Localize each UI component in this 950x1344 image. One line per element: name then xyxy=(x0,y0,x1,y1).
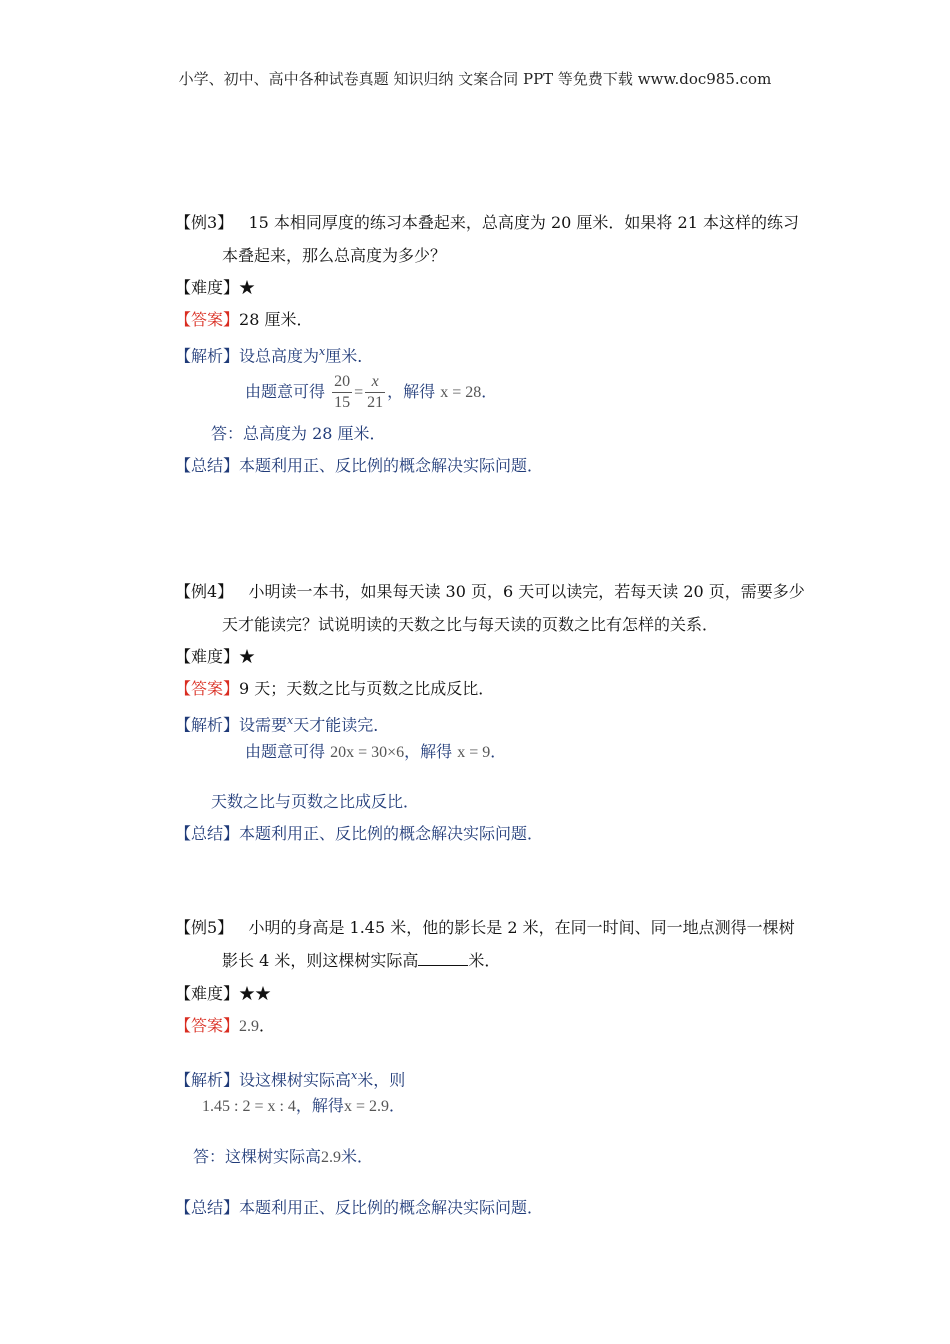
ex5-solution-line2 xyxy=(202,1095,405,1118)
ex3-solution-line1 xyxy=(175,341,373,367)
ex4-solution-text2a: 由题意可得 xyxy=(245,742,326,761)
ex5-solution-line1 xyxy=(175,1065,405,1091)
ex3-difficulty-stars: ★ xyxy=(239,278,256,297)
ex3-answer-text: 28 厘米． xyxy=(239,310,313,329)
ex3-question-text1: 15 本相同厚度的练习本叠起来，总高度为 20 厘米．如果将 21 本这样的练习 xyxy=(248,213,799,232)
ex5-question-line1 xyxy=(175,917,795,939)
ex5-question-text2b: 米． xyxy=(468,951,501,970)
ex5-result: x = 2.9 xyxy=(343,1098,389,1115)
ex5-answer-label: 【答案】 xyxy=(175,1016,240,1035)
ex3-frac1-den: 15 xyxy=(334,394,351,411)
ex4-difficulty-stars: ★ xyxy=(239,647,256,666)
ex5-question-text1: 小明的身高是 1.45 米，他的影长是 2 米，在同一时间、同一地点测得一棵树 xyxy=(248,918,795,937)
ex4-solution-text1a: 设需要 xyxy=(239,715,288,735)
ex5-solution-text3a: 答：这棵树实际高 xyxy=(193,1147,322,1166)
ex3-solution-text2a: 由题意可得 xyxy=(245,382,326,401)
ex4-result: x = 9 xyxy=(457,744,491,761)
ex3-summary-label: 【总结】 xyxy=(175,456,240,475)
ex4-dot: ． xyxy=(490,742,507,761)
ex3-answer-label: 【答案】 xyxy=(175,310,240,329)
ex5-summary xyxy=(175,1197,543,1219)
ex3-solution-line3: 答：总高度为 28 厘米． xyxy=(211,424,386,443)
ex3-solution-line2 xyxy=(245,372,497,413)
ex5-solution-value: 2.9 xyxy=(321,1149,342,1166)
ex3-dot: ． xyxy=(481,382,498,401)
ex3-frac1-num: 20 xyxy=(332,372,352,393)
ex4-solution-text2b: ，解得 xyxy=(404,742,453,761)
ex5-question-line2 xyxy=(222,950,500,972)
ex5-summary-label: 【总结】 xyxy=(175,1198,240,1217)
ex3-frac2-num: x xyxy=(365,372,385,393)
ex5-tag: 【例5】 xyxy=(175,918,234,937)
ex5-solution-text1b: 米，则 xyxy=(357,1070,406,1090)
ex4-difficulty-label: 【难度】 xyxy=(175,647,240,666)
ex4-question-line1 xyxy=(175,581,805,603)
ex5-answer xyxy=(175,1015,275,1038)
ex3-var-x: x xyxy=(319,345,326,358)
ex5-solution-text1a: 设这棵树实际高 xyxy=(239,1070,352,1090)
ex5-solution-text2b: ，解得 xyxy=(295,1096,344,1115)
ex4-equation: 20x = 30×6 xyxy=(330,744,405,761)
ex5-answer-blank xyxy=(418,951,468,966)
ex4-solution-line3: 天数之比与页数之比成反比． xyxy=(211,792,420,811)
ex4-summary-text: 本题利用正、反比例的概念解决实际问题． xyxy=(239,824,544,843)
ex3-difficulty-label: 【难度】 xyxy=(175,278,240,297)
ex3-fraction-left xyxy=(332,372,352,413)
ex4-tag: 【例4】 xyxy=(175,582,234,601)
ex5-difficulty-label: 【难度】 xyxy=(175,984,240,1003)
ex3-fraction-right xyxy=(365,372,385,413)
ex4-difficulty xyxy=(175,646,255,668)
ex4-answer-label: 【答案】 xyxy=(175,679,240,698)
ex5-var-x: x xyxy=(351,1069,358,1082)
ex5-equation: 1.45 : 2 = x : 4 xyxy=(202,1098,296,1115)
ex5-solution-line3 xyxy=(193,1146,373,1169)
ex3-summary xyxy=(175,455,543,477)
ex3-equals: = xyxy=(354,384,364,401)
ex4-solution-text1b: 天才能读完． xyxy=(293,715,390,735)
ex4-summary-label: 【总结】 xyxy=(175,824,240,843)
ex3-difficulty xyxy=(175,277,255,299)
ex5-difficulty-stars: ★★ xyxy=(239,984,272,1003)
ex5-answer-dot: ． xyxy=(259,1016,276,1035)
ex3-tag: 【例3】 xyxy=(175,213,234,232)
ex5-question-text2a: 影长 4 米，则这棵树实际高 xyxy=(222,951,419,970)
ex4-solution-line2 xyxy=(245,741,506,764)
ex3-question-line2: 本叠起来，那么总高度为多少？ xyxy=(222,246,447,265)
ex3-solution-text1b: 厘米． xyxy=(325,346,374,366)
ex3-result: x = 28 xyxy=(440,384,482,401)
ex4-answer-text: 9 天；天数之比与页数之比成反比． xyxy=(239,679,495,698)
ex3-solution-label: 【解析】 xyxy=(175,346,240,366)
ex5-solution-label: 【解析】 xyxy=(175,1070,240,1090)
ex4-var-x: x xyxy=(287,714,294,727)
page-header: 小学、初中、高中各种试卷真题 知识归纳 文案合同 PPT 等免费下载 www.doc985.com xyxy=(178,70,772,88)
ex5-summary-text: 本题利用正、反比例的概念解决实际问题． xyxy=(239,1198,544,1217)
ex4-summary xyxy=(175,823,543,845)
ex5-difficulty xyxy=(175,983,271,1005)
ex5-answer-text: 2.9 xyxy=(239,1018,260,1035)
ex3-answer xyxy=(175,309,312,331)
ex5-dot: ． xyxy=(388,1096,405,1115)
ex4-question-text1: 小明读一本书，如果每天读 30 页，6 天可以读完，若每天读 20 页，需要多少 xyxy=(248,582,805,601)
ex3-solution-text1a: 设总高度为 xyxy=(239,346,320,366)
ex3-question-line1 xyxy=(175,212,799,234)
ex4-solution-label: 【解析】 xyxy=(175,715,240,735)
ex3-solution-text2b: ，解得 xyxy=(387,382,436,401)
ex3-frac2-den: 21 xyxy=(367,394,384,411)
ex4-question-line2: 天才能读完？试说明读的天数之比与每天读的页数之比有怎样的关系． xyxy=(222,615,719,634)
ex4-answer xyxy=(175,678,494,700)
ex4-solution-line1 xyxy=(175,710,389,736)
ex5-solution-text3b: 米． xyxy=(341,1147,374,1166)
ex3-summary-text: 本题利用正、反比例的概念解决实际问题． xyxy=(239,456,544,475)
